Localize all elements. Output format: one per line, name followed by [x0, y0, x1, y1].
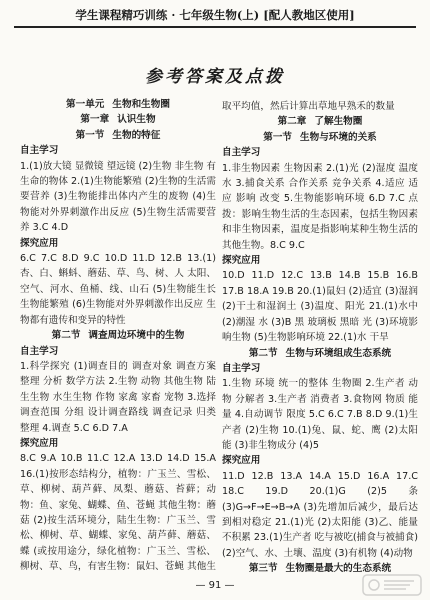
- section-title: 生物圈是最大的生态系统: [285, 563, 392, 575]
- answer-paragraph: 1.非生物因素 生物因素 2.(1)光 (2)湿度 温度 水 3.捕食关系 合作关系 竞争关系 4.适应 适应 影响 改变 5.生物能影响环境 6.D 7.C 点拨：影响生物生活的生态因素，包括生物因素和非生物因素，温度是指影响某种生物生活的其他生物。8.C 9.C: [222, 162, 418, 251]
- subheading-tanjiu: 探究应用: [222, 455, 261, 467]
- section-label: 第一节: [75, 129, 105, 141]
- answer-paragraph: 11.D 12.B 13.A 14.A 15.D 16.A 17.C 18.C 19.D 20.(1)G (2)5 条 (3)G→F→E→B→A (3)先增加后减少，最后达到相对稳定 21.(1)光 (2)太阳能 (3)乙、能量 不积累 23.(1)生产者 吃与被吃(捕食与被捕食) (2)空气、水、土壤、温度 (3)有机物 (4)动物: [222, 470, 418, 559]
- subheading-zizhu: 自主学习: [20, 345, 59, 357]
- section-heading: [20, 328, 216, 343]
- running-header: 学生课程精巧训练 · 七年级生物(上) [配人教地区使用]: [14, 6, 416, 28]
- chapter-heading: [222, 114, 418, 129]
- subheading-zizhu: 自主学习: [222, 147, 261, 159]
- unit-label: 第一单元: [66, 99, 105, 110]
- section-heading: [222, 130, 418, 145]
- page-number: — 91 —: [195, 580, 235, 591]
- answer-paragraph: 取平均值，然后计算出草地早熟禾的数量: [222, 101, 395, 112]
- page-title: 参考答案及点拨: [145, 67, 285, 87]
- unit-title: 生物和生物圈: [112, 99, 170, 110]
- section-label: 第一节: [263, 131, 293, 143]
- chapter-label: 第二章: [277, 116, 307, 128]
- section-label: 第三节: [248, 563, 278, 575]
- answer-paragraph: 6.C 7.C 8.D 9.C 10.D 11.D 12.B 13.(1)杏、白、蝌蚪、蘑菇、草、鸟、树、人 太阳、空气、河水、鱼桶、线、山石 (5)生物能生长 生物能繁殖 (6)生物能对外界刺激作出反应 生物都有遗传和变异的特性: [20, 253, 216, 326]
- watermark-logo-icon: [362, 572, 422, 598]
- section-title: 生物与环境的关系: [300, 131, 377, 143]
- subheading-tanjiu: 探究应用: [222, 255, 261, 267]
- section-label: 第二节: [51, 330, 81, 342]
- section-heading: [222, 346, 418, 361]
- answer-paragraph: 8.C 9.A 10.B 11.C 12.A 13.D 14.D 15.A 16.(1)按形态结构分，植物：广玉兰、雪松、草、柳树、葫芦藓、凤梨、蘑菇、苔藓；动物：鱼、家兔、蝴蝶、鱼、苍蝇 其他生物：蘑菇 (2)按生活环境分，陆生生物：广玉兰、雪松、柳树、草、蝴蝶、家兔、葫芦藓、蘑菇、蝶 (或按用途分，绿化植物：广玉兰、雪松、柳树、草、鸟，有害生物：鼠妇、苍蝇 其他生: [20, 453, 216, 573]
- left-column: [20, 97, 216, 575]
- chapter-title: 了解生物圈: [314, 116, 363, 128]
- chapter-label: 第一章: [80, 114, 110, 126]
- answer-paragraph: 1.生物 环境 统一的整体 生物圈 2.生产者 动物 分解者 3.生产者 消费者 3.食物网 物质 能量 4.自动调节 限度 5.C 6.C 7.B 8.D 9.(1)生产者 (2)生物 10.(1)兔、鼠、蛇、鹰 (2)太阳能 (3)非生物成分 (4)5: [222, 378, 418, 451]
- answer-paragraph: 10.D 11.D 12.C 13.B 14.B 15.B 16.B 17.B 18.A 19.B 20.(1)鼠妇 (2)适宜 (3)湿润 (2)干土和湿润土 (3)温度、阳光 21.(1)水中 (2)潮湿 水 (3)B 黑 玻璃板 黑暗 光 (3)环境影响生物 (5)生物影响环境 22.(1)水 干旱: [222, 270, 418, 344]
- subheading-tanjiu: 探究应用: [20, 237, 59, 249]
- section-label: 第二节: [248, 347, 278, 359]
- section-heading: [20, 128, 216, 143]
- subheading-tanjiu: 探究应用: [20, 437, 59, 449]
- section-title: 生物与环境组成生态系统: [285, 347, 392, 359]
- unit-heading: [20, 97, 216, 112]
- right-column: [222, 99, 418, 577]
- answer-paragraph: 1.(1)放大镜 显微镜 望远镜 (2)生物 非生物 有生命的物体 2.(1)生物能繁殖 (2)生物的生活需要营养 (3)生物能排出体内产生的废物 (4)生物能对外界刺激作出反应 (5)生物生活需要营养 3.C 4.D: [20, 160, 216, 234]
- chapter-title: 认识生物: [117, 114, 156, 126]
- subheading-zizhu: 自主学习: [20, 145, 59, 157]
- answer-paragraph: 1.科学探究 (1)调查目的 调查对象 调查方案 整理 分析 数学方法 2.生物 动物 其他生物 陆生生物 水生生物 作物 家禽 家畜 宠物 3.选择调查范围 分组 设计调查路线 调查记录 归类 整理 4.调查 5.C 6.D 7.A: [20, 360, 216, 434]
- chapter-heading: [20, 112, 216, 127]
- section-title: 调查周边环境中的生物: [88, 330, 185, 342]
- section-title: 生物的特征: [112, 129, 161, 141]
- subheading-zizhu: 自主学习: [222, 362, 261, 374]
